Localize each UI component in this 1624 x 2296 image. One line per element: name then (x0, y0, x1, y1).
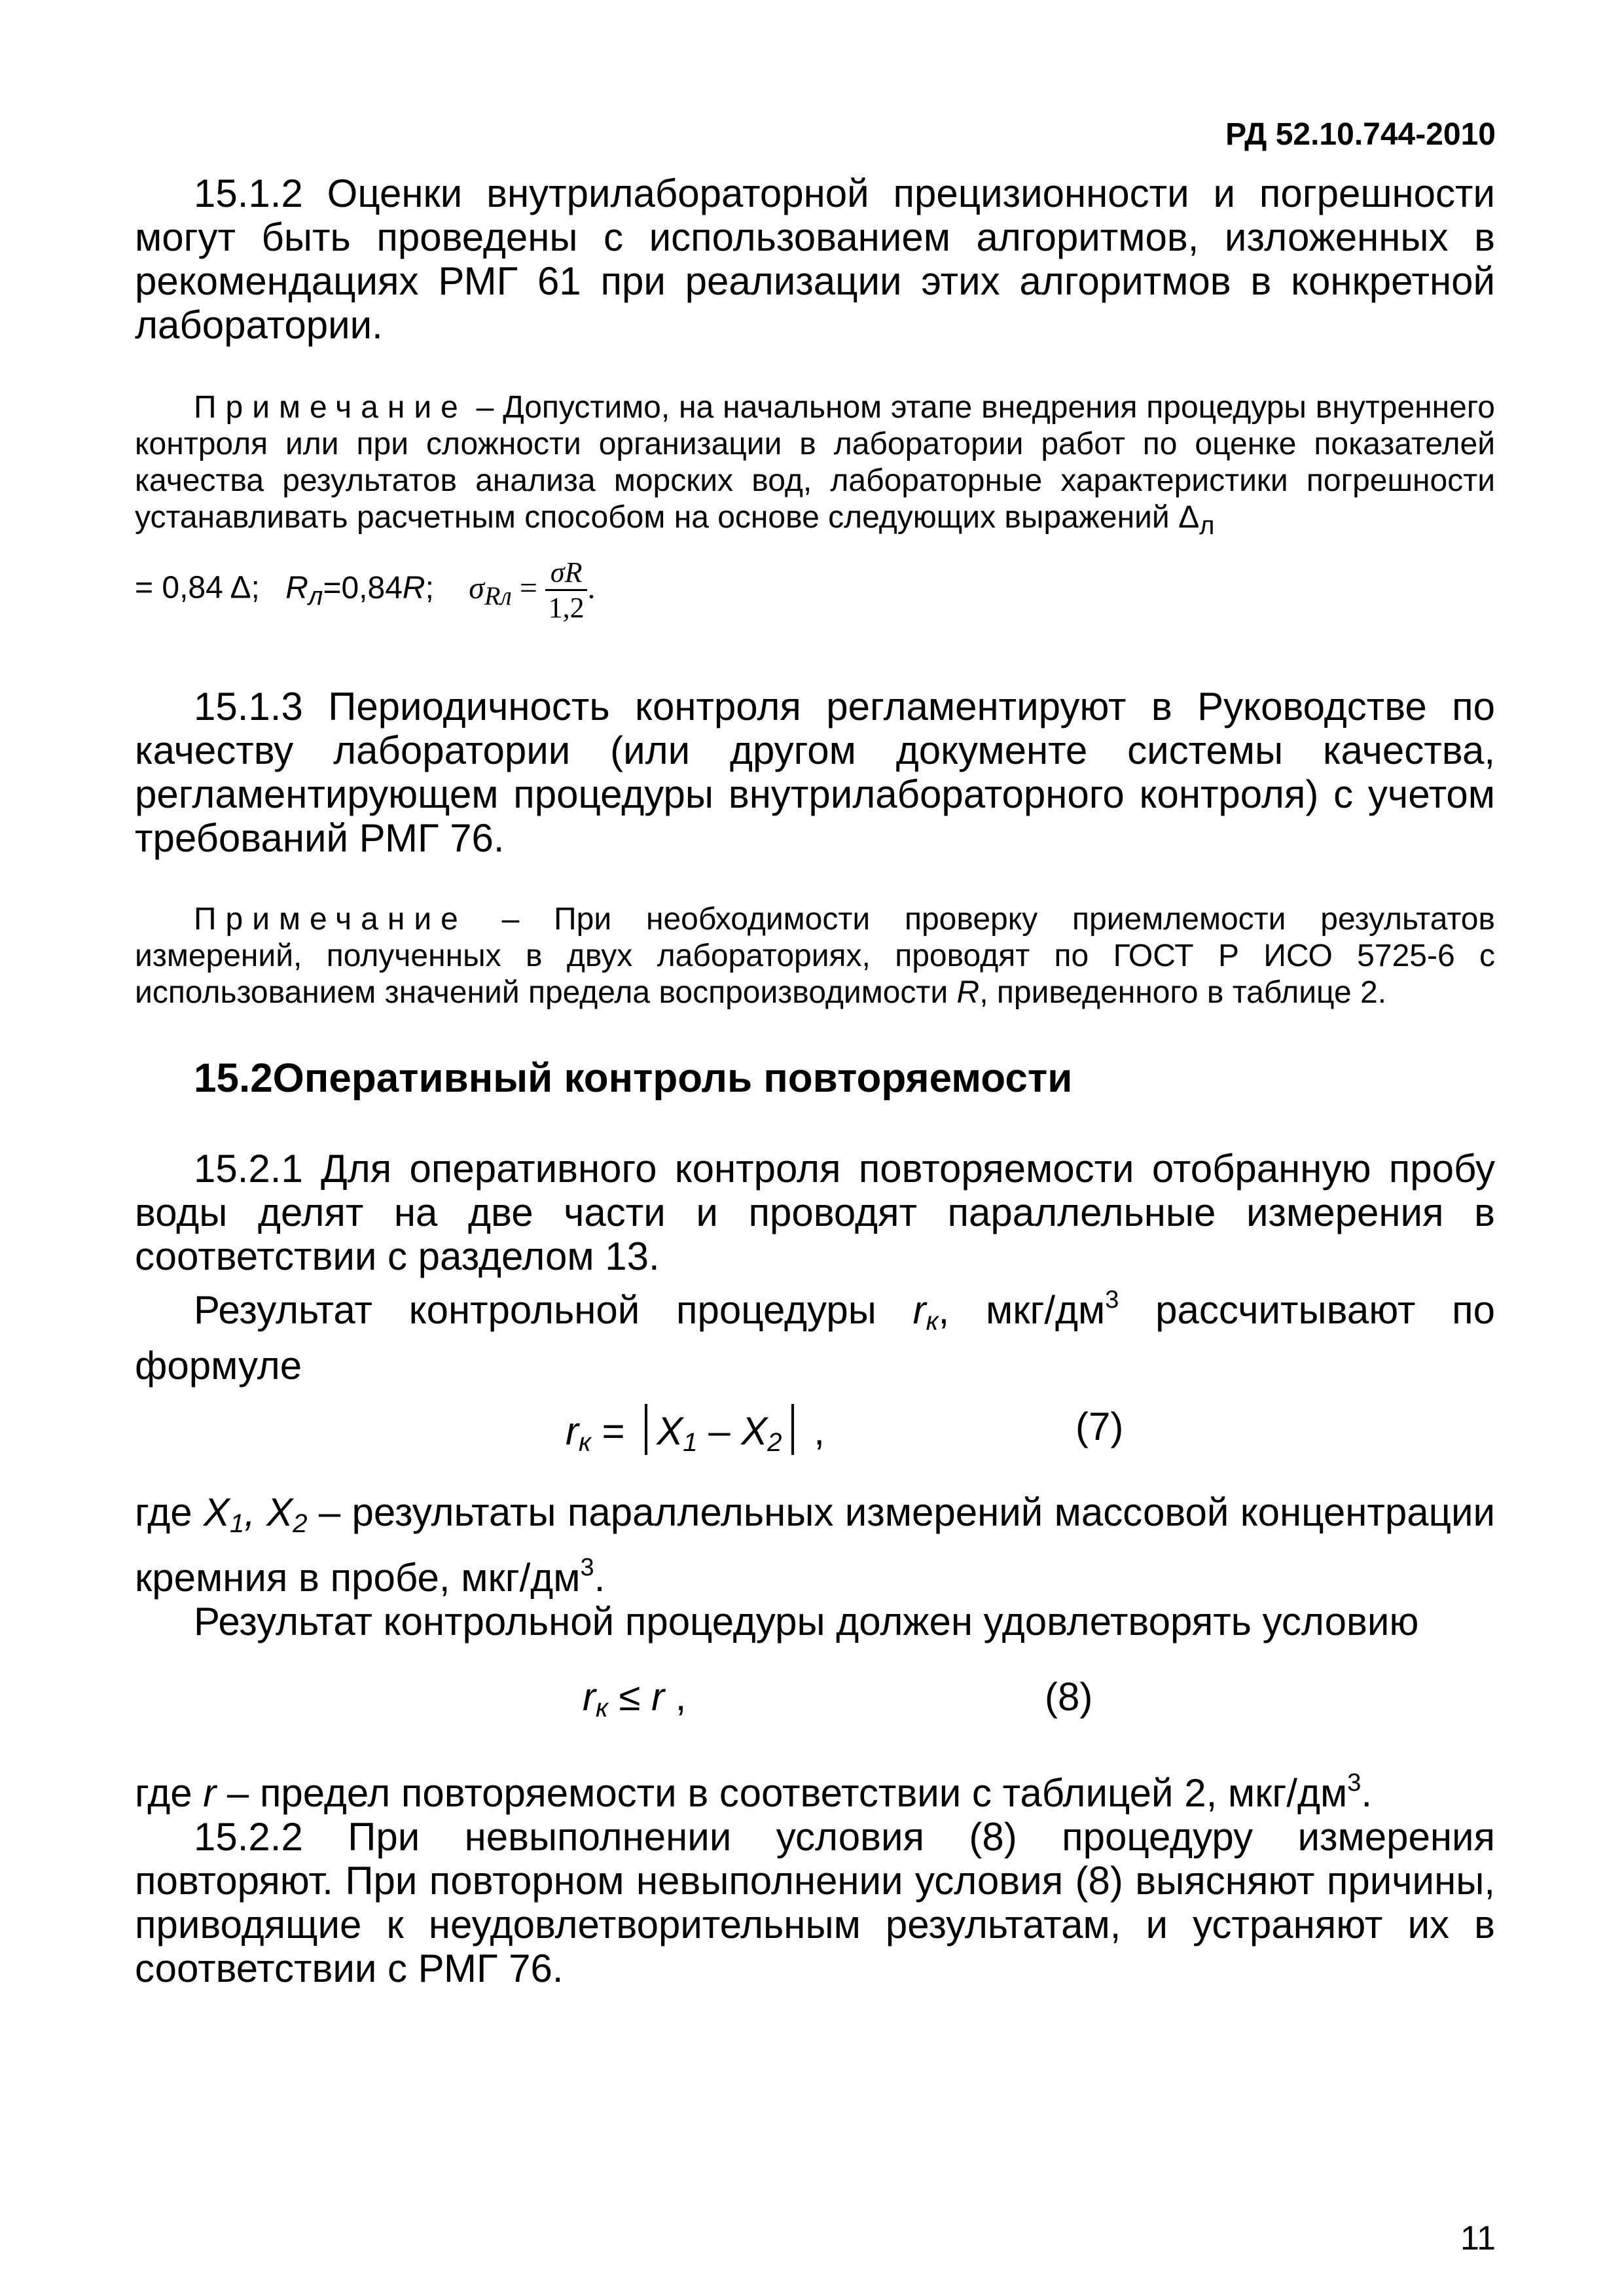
symbol-r: R (956, 975, 980, 1010)
formula-sigma (469, 556, 596, 624)
note-1 (135, 389, 1495, 544)
paragraph-15-2-2: 15.2.2 При невыполнении условия (8) процедуру измерения повторяют. При повторном невыполнении условия (8) выясняют причины, приводящие к неудовлетворительным результатам, и устраняют их в соответствии с РМГ 76. (135, 1815, 1495, 1990)
symbol-r: r (583, 1675, 596, 1719)
superscript: 3 (1347, 1769, 1362, 1797)
abs-bar-right (791, 1404, 794, 1455)
document-id-header: РД 52.10.744-2010 (1225, 117, 1496, 152)
text: – результаты параллельных измерений массовой концентрации кремния в пробе, мкг/дм (135, 1490, 1495, 1600)
symbol-r: r (203, 1771, 217, 1815)
paragraph-where-x (135, 1490, 1495, 1643)
equation-7 (566, 1404, 825, 1458)
text: рассчитывают по формуле (135, 1288, 1495, 1388)
note-2 (135, 901, 1495, 1011)
text: Результат контрольной процедуры (194, 1288, 913, 1332)
note-1-text (135, 389, 1495, 544)
equation-8 (583, 1674, 686, 1723)
note-label: Примечание (194, 902, 467, 937)
superscript: 3 (1105, 1286, 1119, 1314)
note-label: Примечание (194, 390, 467, 425)
fraction (545, 556, 588, 625)
subscript-k: к (926, 1307, 939, 1336)
period: . (1361, 1771, 1373, 1815)
symbol-x: X (741, 1409, 768, 1453)
symbol-r: R (402, 570, 425, 605)
period: . (594, 1556, 605, 1600)
note-body: – При необходимости проверку приемлемости результатов измерений, полученных в двух лабораториях, проводят по ГОСТ Р ИСО 5725-6 с использованием значений предела воспроизводимости (135, 902, 1495, 1010)
paragraph-text: 15.1.2 Оценки внутрилабораторной прецизионности и погрешности могут быть проведены с использованием алгоритмов, изложенных в рекомендациях РМГ 61 при реализации этих алгоритмов в конкретной лаборатории. (135, 171, 1495, 347)
paragraph-15-1-2 (135, 171, 1495, 347)
page-number: 11 (1460, 2219, 1496, 2257)
text: , мкг/дм (938, 1288, 1106, 1332)
symbol-x: X (203, 1490, 230, 1534)
paragraph-where-r (135, 1761, 1495, 1990)
subscript-k: к (595, 1694, 608, 1723)
symbol-r: r (912, 1288, 926, 1332)
fraction-numerator: σR (545, 556, 588, 591)
symbol-r: r (651, 1675, 665, 1719)
less-equal-sign: ≤ (607, 1675, 652, 1719)
formula-delta: = 0,84 Δ; (135, 570, 260, 605)
subscript-1: 1 (229, 1509, 245, 1538)
subscript-l: л (308, 581, 323, 611)
subscript-1: 1 (683, 1428, 698, 1457)
superscript: 3 (580, 1554, 594, 1581)
period: . (587, 570, 596, 605)
paragraph-text: 15.1.3 Периодичность контроля регламентируют в Руководстве по качеству лаборатории (или другом документе системы качества, регламентирующем процедуры внутрилабораторного контроля) с учетом требований РМГ 76. (135, 685, 1495, 860)
note-2-text (135, 901, 1495, 1011)
minus-sign: – (697, 1409, 742, 1453)
paragraph-result (135, 1278, 1495, 1388)
symbol-r: r (566, 1409, 579, 1453)
semicolon: ; (425, 570, 434, 605)
equation-8-number: (8) (1045, 1675, 1093, 1719)
formula-coeff: =0,84 (323, 570, 403, 605)
text: где (135, 1771, 204, 1815)
equals-sign: = (519, 570, 537, 605)
note-1-formulas (135, 556, 1495, 625)
paragraph-text (135, 1761, 1495, 1815)
paragraph-text: 15.2.1 Для оперативного контроля повторяемости отобранную пробу воды делят на две части и проводят параллельные измерения в соответствии с разделом 13. (135, 1147, 1495, 1278)
paragraph-text (135, 1490, 1495, 1600)
symbol-sigma: σ (469, 570, 484, 605)
fraction-denominator: 1,2 (548, 592, 585, 624)
subscript-rl: Rл (484, 581, 512, 611)
note-body: – Допустимо, на начальном этапе внедрения процедуры внутреннего контроля или при сложности организации в лаборатории работ по оценке показателей качества результатов анализа морских вод, лабораторные характеристики погрешности устанавливать расчетным способом на основе следующих выражений Δ (135, 390, 1495, 535)
formula-rl (285, 570, 434, 611)
note-body-end: , приведенного в таблице 2. (979, 975, 1387, 1010)
comma: , (244, 1490, 267, 1534)
section-heading-15-2: 15.2Оперативный контроль повторяемости (194, 1056, 1073, 1101)
subscript-l: л (1199, 511, 1215, 540)
comma: , (664, 1675, 687, 1719)
paragraph-condition: Результат контрольной процедуры должен удовлетворять условию (194, 1600, 1419, 1643)
paragraph-15-2-1 (135, 1147, 1495, 1388)
equals-sign: = (590, 1409, 636, 1453)
text: – предел повторяемости в соответствии с таблицей 2, мкг/дм (216, 1771, 1348, 1815)
paragraph-15-1-3 (135, 685, 1495, 860)
subscript-2: 2 (293, 1509, 308, 1538)
symbol-x: X (266, 1490, 293, 1534)
equation-7-number: (7) (1075, 1405, 1124, 1448)
subscript-k: к (578, 1428, 591, 1457)
symbol-x: X (657, 1409, 683, 1453)
comma: , (803, 1409, 825, 1453)
abs-bar-left (645, 1404, 647, 1455)
symbol-r: R (285, 570, 308, 605)
text: где (135, 1490, 204, 1534)
subscript-2: 2 (767, 1428, 782, 1457)
